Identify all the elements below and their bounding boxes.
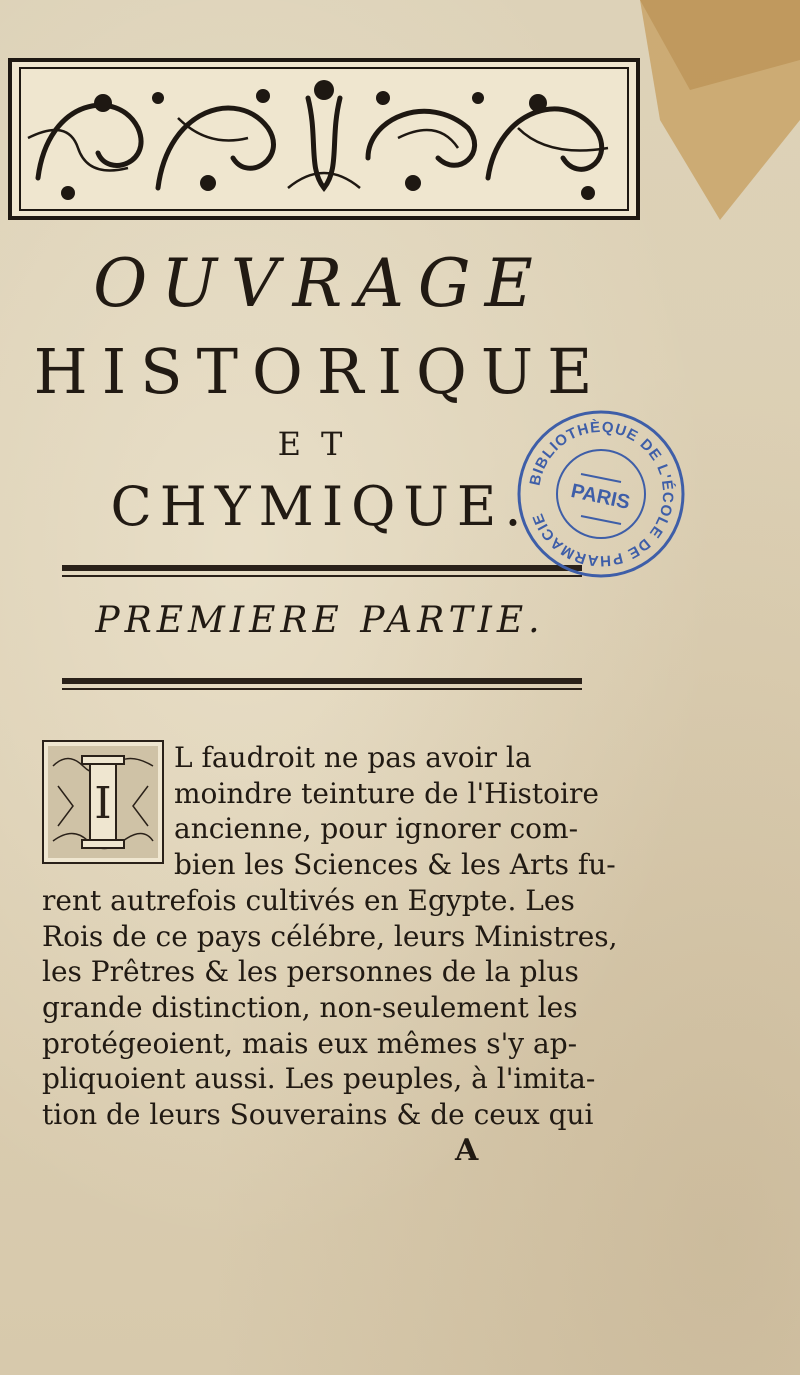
- drop-cap-letter: I: [94, 778, 112, 829]
- part-heading: PREMIERE PARTIE.: [95, 600, 545, 641]
- title-line-4: CHYMIQUE.: [110, 475, 530, 538]
- library-stamp: [515, 408, 687, 580]
- double-rule-top: [62, 565, 582, 577]
- body-line: L faudroit ne pas avoir la: [174, 741, 532, 774]
- body-line: protégeoient, mais eux mêmes s'y ap-: [42, 1026, 578, 1060]
- body-line: pliquoient aussi. Les peuples, à l'imita-: [42, 1062, 596, 1096]
- title-line-1: OUVRAGE: [93, 245, 547, 322]
- stamp-outer-text: BIBLIOTHÈQUE DE L'ÉCOLE DE PHARMACIE: [526, 418, 677, 570]
- body-paragraph: [42, 740, 618, 1133]
- signature-mark: A: [455, 1133, 479, 1168]
- body-line: Rois de ce pays célébre, leurs Ministres,: [42, 919, 618, 953]
- body-line: moindre teinture de l'Histoire: [174, 776, 599, 810]
- body-line: tion de leurs Souverains & de ceux qui: [42, 1098, 594, 1132]
- title-line-3: ET: [277, 425, 363, 463]
- body-line: bien les Sciences & les Arts fu-: [174, 848, 616, 882]
- stamp-center-text: PARIS: [568, 479, 632, 514]
- body-line: grande distinction, non-seulement les: [42, 990, 578, 1024]
- title-line-2: HISTORIQUE: [33, 335, 607, 408]
- body-line: ancienne, pour ignorer com-: [174, 812, 579, 846]
- double-rule-bottom: [62, 678, 582, 690]
- body-line: les Prêtres & les personnes de la plus: [42, 955, 579, 989]
- ornamental-headpiece: [8, 58, 640, 220]
- body-line: rent autrefois cultivés en Egypte. Les: [42, 883, 575, 917]
